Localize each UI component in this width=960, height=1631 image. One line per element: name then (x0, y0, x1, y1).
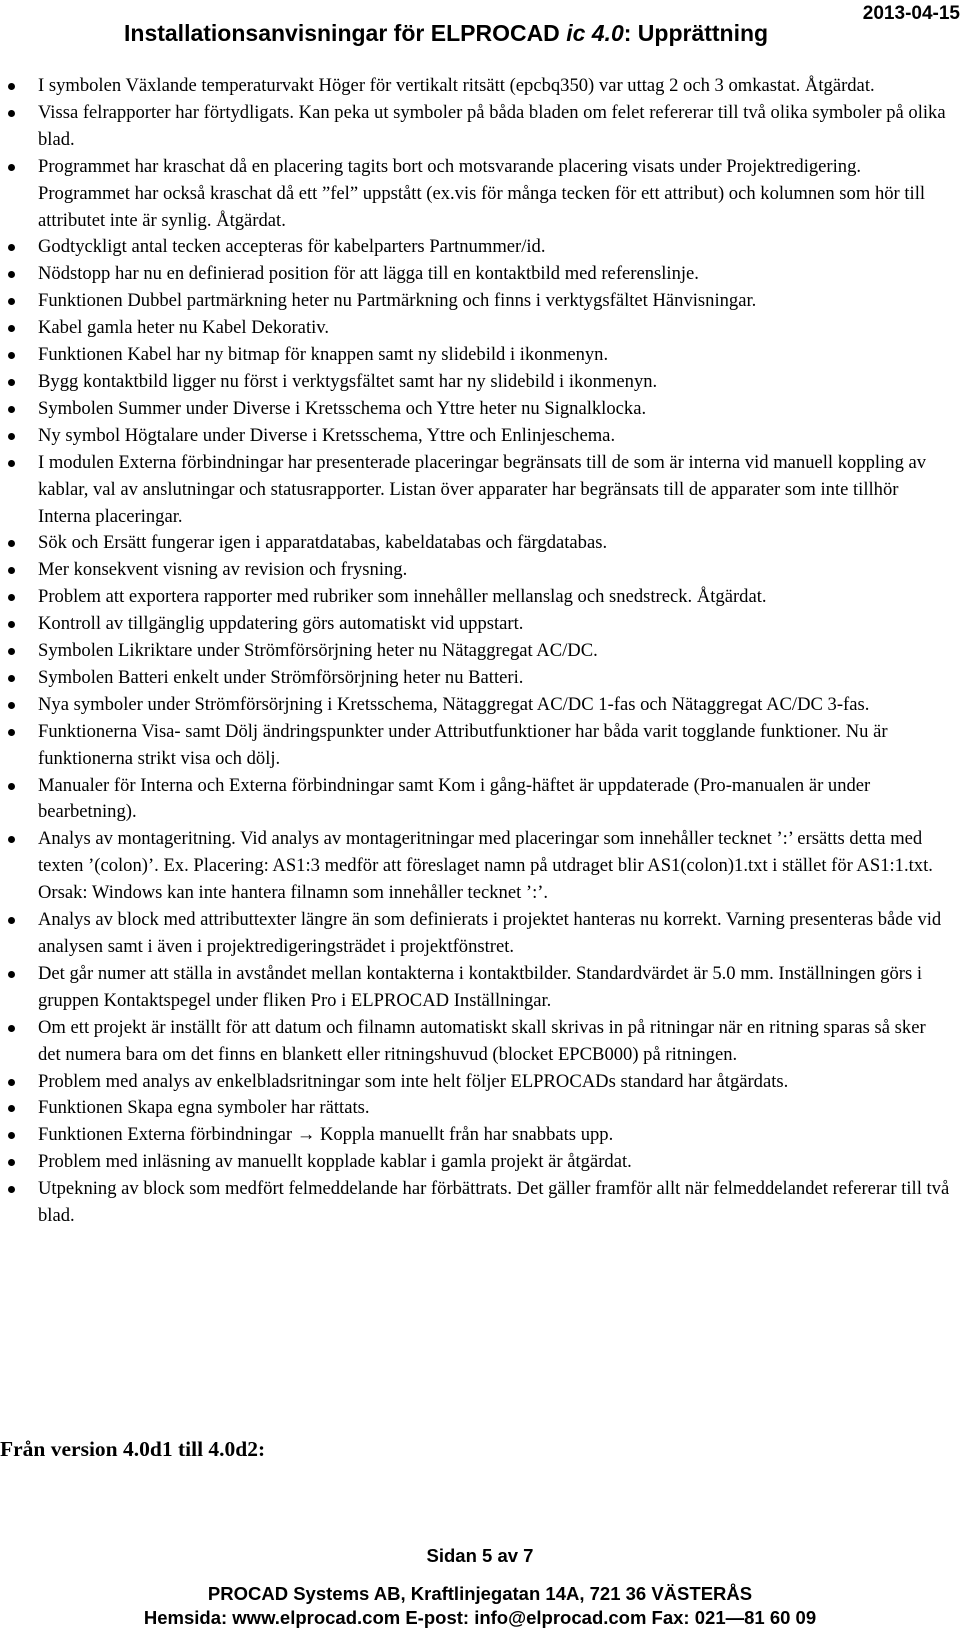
changelog-item: Funktionerna Visa- samt Dölj ändringspunkter under Attributfunktioner har båda varit togglande funktioner. Nu är funktionerna strikt visa och dölj. (0, 719, 960, 773)
changelog-item: Analys av montageritning. Vid analys av montageritningar med placeringar som innehåller tecknet ’:’ ersätts detta med texten ’(colon)’. Ex. Placering: AS1:3 medför att föreslaget namn på utdraget blir AS1(colon)1.txt i stället för AS1:1.txt. Orsak: Windows kan inte hantera filnamn som innehåller tecknet ’:’. (0, 826, 960, 907)
changelog-item: Funktionen Dubbel partmärkning heter nu Partmärkning och finns i verktygsfältet Hänvisningar. (0, 288, 960, 315)
header-title-suffix: : Upprättning (623, 20, 769, 46)
changelog-item: Det går numer att ställa in avståndet mellan kontakterna i kontaktbilder. Standardvärdet är 5.0 mm. Inställningen görs i gruppen Kontaktspegel under fliken Pro i ELPROCAD Inställningar. (0, 961, 960, 1015)
changelog-item: Symbolen Batteri enkelt under Strömförsörjning heter nu Batteri. (0, 665, 960, 692)
changelog-item: I modulen Externa förbindningar har presenterade placeringar begränsats till de som är interna vid manuell koppling av kablar, val av anslutningar och statusrapporter. Listan över apparater har begränsats till de apparater som inte tillhör Interna placeringar. (0, 450, 960, 531)
header-title-version: ic 4.0 (566, 20, 624, 46)
changelog-item: Symbolen Likriktare under Strömförsörjning heter nu Nätaggregat AC/DC. (0, 638, 960, 665)
changelog-item: Mer konsekvent visning av revision och frysning. (0, 557, 960, 584)
changelog-item: Om ett projekt är inställt för att datum och filnamn automatiskt skall skrivas in på ritningar när en ritning sparas så sker det numera bara om det finns en blankett eller ritningshuvud (blocket EPCB000) på ritningen. (0, 1015, 960, 1069)
changelog-list (0, 73, 960, 1230)
changelog-item: Problem med analys av enkelbladsritningar som inte helt följer ELPROCADs standard har åtgärdats. (0, 1069, 960, 1096)
changelog-item: Sök och Ersätt fungerar igen i apparatdatabas, kabeldatabas och färgdatabas. (0, 530, 960, 557)
changelog-item: Godtyckligt antal tecken accepteras för kabelparters Partnummer/id. (0, 234, 960, 261)
changelog-item: Utpekning av block som medfört felmeddelande har förbättrats. Det gäller framför allt när felmeddelandet refererar till två blad. (0, 1176, 960, 1230)
changelog-item: I symbolen Växlande temperaturvakt Höger för vertikalt ritsätt (epcbq350) var uttag 2 och 3 omkastat. Åtgärdat. (0, 73, 960, 100)
page-number: Sidan 5 av 7 (426, 1545, 534, 1566)
changelog-item: Funktionen Externa förbindningar → Koppla manuellt från har snabbats upp. (0, 1122, 960, 1149)
changelog-item: Funktionen Kabel har ny bitmap för knappen samt ny slidebild i ikonmenyn. (0, 342, 960, 369)
changelog-item: Nödstopp har nu en definierad position för att lägga till en kontaktbild med referenslinje. (0, 261, 960, 288)
changelog-item: Vissa felrapporter har förtydligats. Kan peka ut symboler på båda bladen om felet refererar till två olika symboler på olika blad. (0, 100, 960, 154)
changelog-item: Ny symbol Högtalare under Diverse i Kretsschema, Yttre och Enlinjeschema. (0, 423, 960, 450)
changelog-item: Kabel gamla heter nu Kabel Dekorativ. (0, 315, 960, 342)
changelog-item: Programmet har kraschat då en placering tagits bort och motsvarande placering visats under Projektredigering. Programmet har också kraschat då ett ”fel” uppstått (ex.vis för många tecken för ett attribut) och kolumnen som hör till attributet inte är synlig. Åtgärdat. (0, 154, 960, 235)
changelog-item: Bygg kontaktbild ligger nu först i verktygsfältet samt har ny slidebild i ikonmenyn. (0, 369, 960, 396)
document-header-title (124, 20, 768, 47)
header-title-prefix: Installationsanvisningar för ELPROCAD (124, 20, 567, 46)
document-date: 2013-04-15 (862, 3, 960, 24)
changelog-item: Symbolen Summer under Diverse i Kretsschema och Yttre heter nu Signalklocka. (0, 396, 960, 423)
changelog-item: Analys av block med attributtexter längre än som definierats i projektet hanteras nu korrekt. Varning presenteras både vid analysen samt i även i projektredigeringsträdet i projektfönstret. (0, 907, 960, 961)
changelog-item: Problem med inläsning av manuellt kopplade kablar i gamla projekt är åtgärdat. (0, 1149, 960, 1176)
changelog-item: Kontroll av tillgänglig uppdatering görs automatiskt vid uppstart. (0, 611, 960, 638)
changelog-item: Nya symboler under Strömförsörjning i Kretsschema, Nätaggregat AC/DC 1-fas och Nätaggregat AC/DC 3-fas. (0, 692, 960, 719)
changelog-item: Problem att exportera rapporter med rubriker som innehåller mellanslag och snedstreck. Åtgärdat. (0, 584, 960, 611)
changelog-item: Funktionen Skapa egna symboler har rättats. (0, 1095, 960, 1122)
changelog-item: Manualer för Interna och Externa förbindningar samt Kom i gång-häftet är uppdaterade (Pro-manualen är under bearbetning). (0, 773, 960, 827)
footer-contact-info: Hemsida: www.elprocad.com E-post: info@elprocad.com Fax: 021—81 60 09 (143, 1607, 817, 1628)
footer-company-address: PROCAD Systems AB, Kraftlinjegatan 14A, 721 36 VÄSTERÅS (207, 1583, 753, 1604)
version-section-heading: Från version 4.0d1 till 4.0d2: (0, 1437, 266, 1461)
